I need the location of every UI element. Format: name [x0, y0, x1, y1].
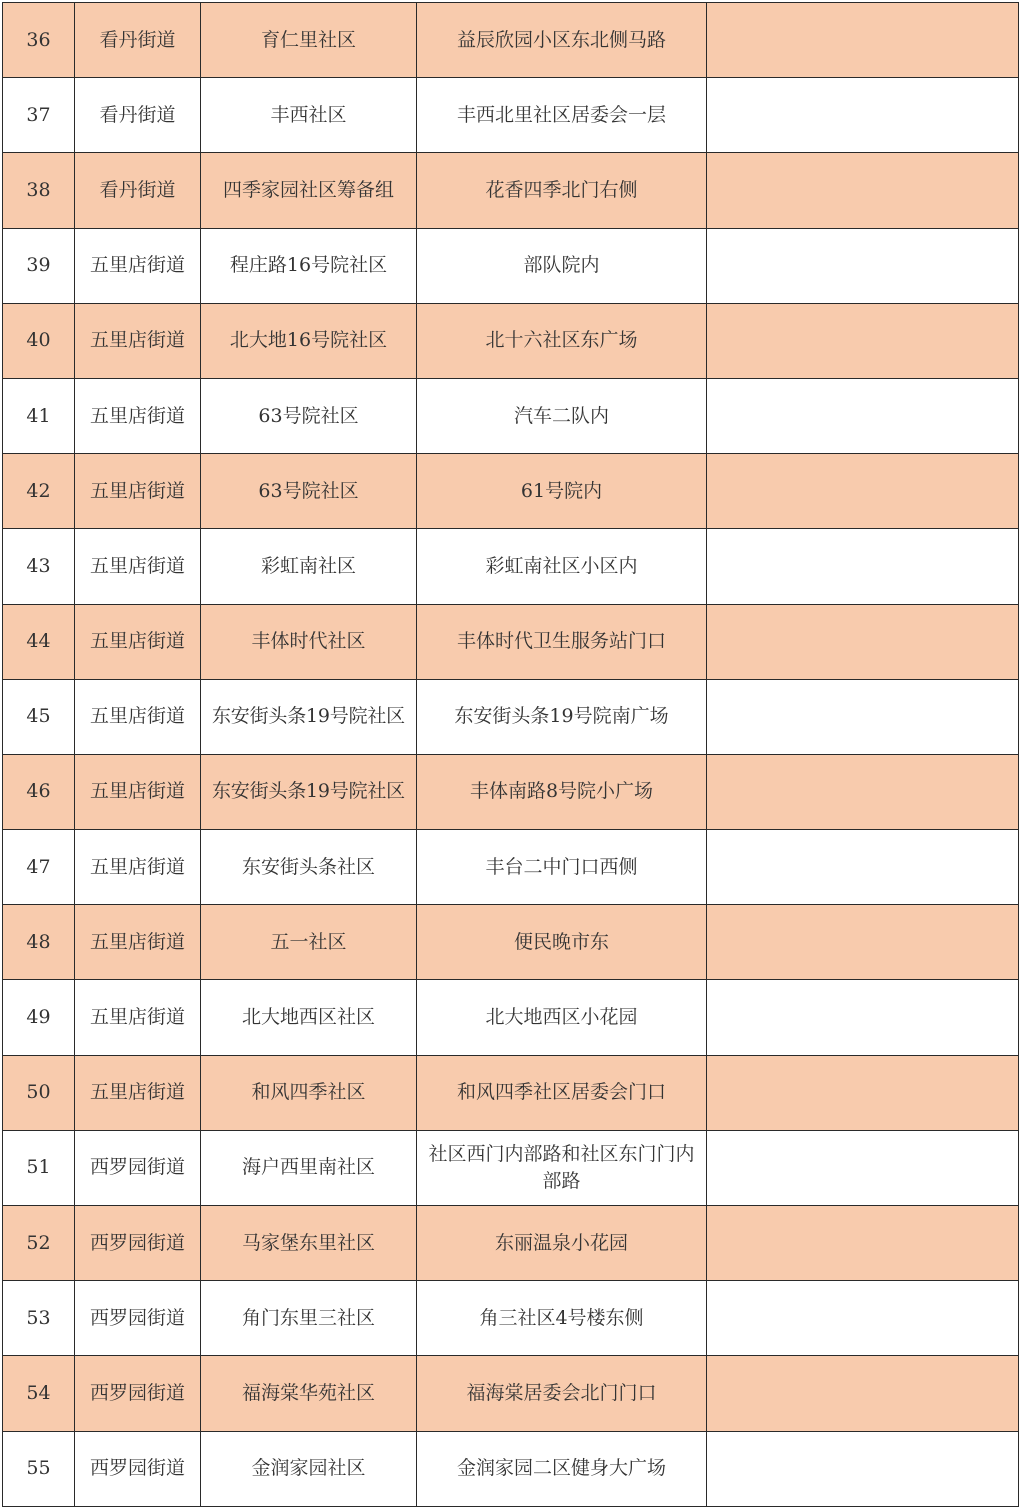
community-cell: 丰西社区: [201, 78, 417, 153]
row-number-cell: 50: [3, 1055, 75, 1130]
table-row: [3, 1281, 1019, 1356]
community-cell: 63号院社区: [201, 454, 417, 529]
remark-cell: [707, 604, 1019, 679]
street-cell: 五里店街道: [75, 905, 201, 980]
remark-cell: [707, 153, 1019, 228]
table-row: [3, 529, 1019, 604]
table-row: [3, 1130, 1019, 1205]
street-cell: 西罗园街道: [75, 1431, 201, 1506]
row-number-cell: 54: [3, 1356, 75, 1431]
remark-cell: [707, 1281, 1019, 1356]
row-number-cell: 44: [3, 604, 75, 679]
street-cell: 五里店街道: [75, 228, 201, 303]
row-number-cell: 48: [3, 905, 75, 980]
table-body: [3, 3, 1019, 1507]
row-number-cell: 43: [3, 529, 75, 604]
location-cell: 和风四季社区居委会门口: [417, 1055, 707, 1130]
location-cell: 益辰欣园小区东北侧马路: [417, 3, 707, 78]
remark-cell: [707, 3, 1019, 78]
remark-cell: [707, 303, 1019, 378]
row-number-cell: 51: [3, 1130, 75, 1205]
row-number-cell: 37: [3, 78, 75, 153]
row-number-cell: 47: [3, 830, 75, 905]
table-row: [3, 228, 1019, 303]
location-cell: 北十六社区东广场: [417, 303, 707, 378]
street-cell: 五里店街道: [75, 1055, 201, 1130]
community-cell: 五一社区: [201, 905, 417, 980]
street-cell: 五里店街道: [75, 679, 201, 754]
row-number-cell: 45: [3, 679, 75, 754]
street-cell: 五里店街道: [75, 529, 201, 604]
location-cell: 彩虹南社区小区内: [417, 529, 707, 604]
location-cell: 丰西北里社区居委会一层: [417, 78, 707, 153]
community-cell: 东安街头条19号院社区: [201, 754, 417, 829]
community-cell: 63号院社区: [201, 378, 417, 453]
location-cell: 61号院内: [417, 454, 707, 529]
remark-cell: [707, 754, 1019, 829]
street-cell: 看丹街道: [75, 3, 201, 78]
remark-cell: [707, 679, 1019, 754]
remark-cell: [707, 1356, 1019, 1431]
street-cell: 五里店街道: [75, 454, 201, 529]
street-cell: 看丹街道: [75, 78, 201, 153]
location-cell: 北大地西区小花园: [417, 980, 707, 1055]
table-row: [3, 378, 1019, 453]
location-cell: 便民晚市东: [417, 905, 707, 980]
remark-cell: [707, 905, 1019, 980]
row-number-cell: 49: [3, 980, 75, 1055]
remark-cell: [707, 78, 1019, 153]
table-row: [3, 1055, 1019, 1130]
location-cell: 社区西门内部路和社区东门门内部路: [417, 1130, 707, 1205]
row-number-cell: 36: [3, 3, 75, 78]
community-cell: 丰体时代社区: [201, 604, 417, 679]
row-number-cell: 52: [3, 1206, 75, 1281]
site-list-table: [2, 2, 1019, 1507]
table-row: [3, 754, 1019, 829]
community-cell: 程庄路16号院社区: [201, 228, 417, 303]
location-cell: 东安街头条19号院南广场: [417, 679, 707, 754]
location-cell: 汽车二队内: [417, 378, 707, 453]
community-cell: 四季家园社区筹备组: [201, 153, 417, 228]
community-cell: 北大地西区社区: [201, 980, 417, 1055]
location-cell: 花香四季北门右侧: [417, 153, 707, 228]
street-cell: 五里店街道: [75, 754, 201, 829]
street-cell: 五里店街道: [75, 604, 201, 679]
table-row: [3, 454, 1019, 529]
remark-cell: [707, 830, 1019, 905]
street-cell: 看丹街道: [75, 153, 201, 228]
community-cell: 海户西里南社区: [201, 1130, 417, 1205]
remark-cell: [707, 1130, 1019, 1205]
table-row: [3, 679, 1019, 754]
street-cell: 五里店街道: [75, 303, 201, 378]
table-row: [3, 78, 1019, 153]
community-cell: 东安街头条社区: [201, 830, 417, 905]
table-row: [3, 1431, 1019, 1506]
remark-cell: [707, 228, 1019, 303]
row-number-cell: 41: [3, 378, 75, 453]
street-cell: 西罗园街道: [75, 1281, 201, 1356]
location-cell: 角三社区4号楼东侧: [417, 1281, 707, 1356]
location-cell: 东丽温泉小花园: [417, 1206, 707, 1281]
row-number-cell: 46: [3, 754, 75, 829]
location-cell: 丰体时代卫生服务站门口: [417, 604, 707, 679]
remark-cell: [707, 1055, 1019, 1130]
location-cell: 丰台二中门口西侧: [417, 830, 707, 905]
table-row: [3, 905, 1019, 980]
table-row: [3, 153, 1019, 228]
remark-cell: [707, 1431, 1019, 1506]
remark-cell: [707, 1206, 1019, 1281]
community-cell: 角门东里三社区: [201, 1281, 417, 1356]
remark-cell: [707, 529, 1019, 604]
row-number-cell: 38: [3, 153, 75, 228]
row-number-cell: 55: [3, 1431, 75, 1506]
row-number-cell: 53: [3, 1281, 75, 1356]
community-cell: 北大地16号院社区: [201, 303, 417, 378]
street-cell: 西罗园街道: [75, 1356, 201, 1431]
community-cell: 金润家园社区: [201, 1431, 417, 1506]
row-number-cell: 42: [3, 454, 75, 529]
location-cell: 福海棠居委会北门门口: [417, 1356, 707, 1431]
community-cell: 福海棠华苑社区: [201, 1356, 417, 1431]
table-row: [3, 604, 1019, 679]
community-cell: 和风四季社区: [201, 1055, 417, 1130]
table-row: [3, 3, 1019, 78]
street-cell: 西罗园街道: [75, 1206, 201, 1281]
row-number-cell: 40: [3, 303, 75, 378]
location-cell: 部队院内: [417, 228, 707, 303]
table-row: [3, 1206, 1019, 1281]
table-row: [3, 303, 1019, 378]
street-cell: 五里店街道: [75, 980, 201, 1055]
remark-cell: [707, 454, 1019, 529]
location-cell: 金润家园二区健身大广场: [417, 1431, 707, 1506]
community-cell: 东安街头条19号院社区: [201, 679, 417, 754]
table-row: [3, 980, 1019, 1055]
remark-cell: [707, 980, 1019, 1055]
table-row: [3, 1356, 1019, 1431]
community-cell: 马家堡东里社区: [201, 1206, 417, 1281]
street-cell: 五里店街道: [75, 378, 201, 453]
row-number-cell: 39: [3, 228, 75, 303]
street-cell: 五里店街道: [75, 830, 201, 905]
remark-cell: [707, 378, 1019, 453]
community-cell: 彩虹南社区: [201, 529, 417, 604]
location-cell: 丰体南路8号院小广场: [417, 754, 707, 829]
community-cell: 育仁里社区: [201, 3, 417, 78]
street-cell: 西罗园街道: [75, 1130, 201, 1205]
table-row: [3, 830, 1019, 905]
